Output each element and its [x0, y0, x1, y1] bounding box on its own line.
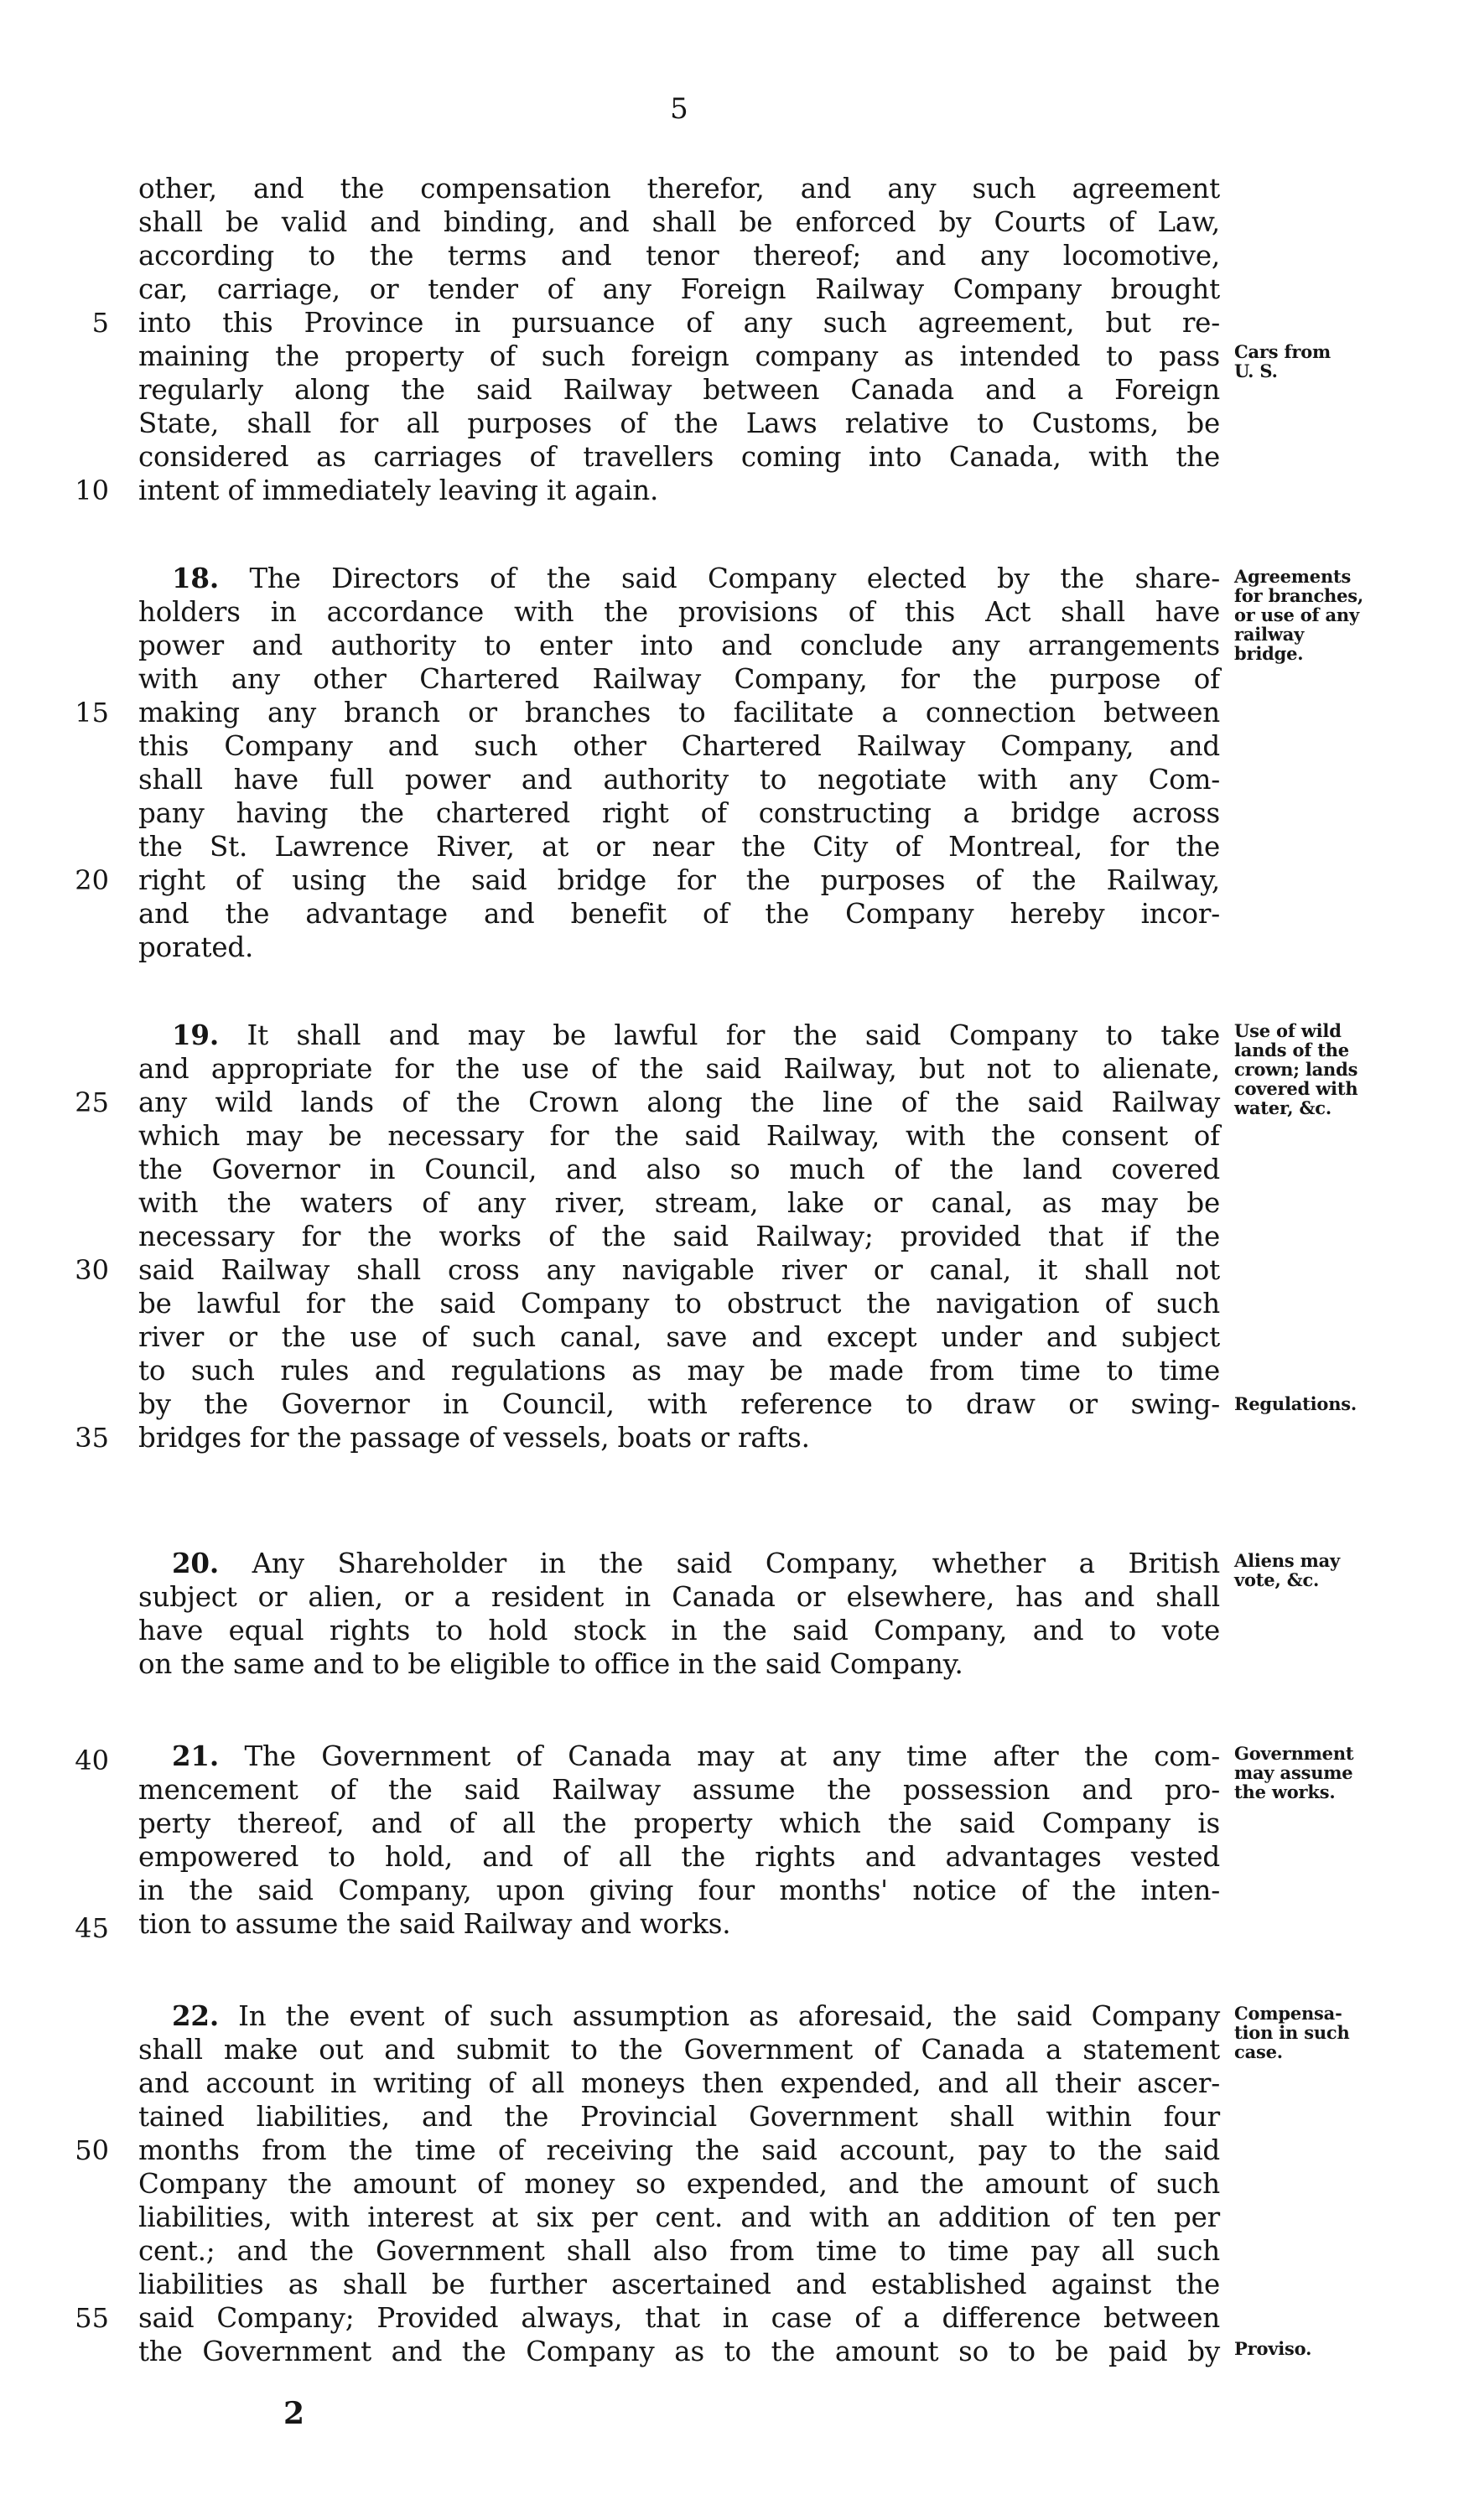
margin-note: vote, &c.	[1234, 1569, 1320, 1590]
text-line: empowered to hold, and of all the rights and advantages vested	[138, 1841, 1220, 1873]
text-line: said Company; Provided always, that in case of a difference between	[138, 2302, 1220, 2334]
page-number: 5	[670, 92, 688, 126]
margin-note: lands of the	[1234, 1040, 1349, 1060]
text-line: tained liabilities, and the Provincial Government shall within four	[138, 2101, 1220, 2133]
text-line: in the said Company, upon giving four months' notice of the inten-	[138, 1874, 1220, 1906]
margin-note: Regulations.	[1234, 1393, 1357, 1414]
text-line: liabilities, with interest at six per cent. and with an addition of ten per	[138, 2201, 1220, 2233]
text-line: subject or alien, or a resident in Canada or elsewhere, has and shall	[138, 1581, 1220, 1613]
line-number: 45	[75, 1912, 109, 1944]
line-number: 50	[75, 2134, 109, 2166]
section-number: 22.	[172, 1999, 219, 2032]
text-line: necessary for the works of the said Railway; provided that if the	[138, 1221, 1220, 1252]
text-line: shall be valid and binding, and shall be enforced by Courts of Law,	[138, 206, 1220, 238]
text-line: by the Governor in Council, with reference to draw or swing-	[138, 1388, 1220, 1420]
line-number: 55	[75, 2302, 109, 2334]
section-number: 20.	[172, 1547, 219, 1579]
text-line: with the waters of any river, stream, lake or canal, as may be	[138, 1187, 1220, 1219]
margin-note: Compensa-	[1234, 2003, 1342, 2024]
line-number: 15	[75, 697, 109, 729]
text-line: shall make out and submit to the Government of Canada a statement	[138, 2034, 1220, 2066]
margin-note: the works.	[1234, 1781, 1336, 1802]
margin-note: Cars from	[1234, 341, 1331, 362]
text-line: the Governor in Council, and also so much of the land covered	[138, 1154, 1220, 1185]
text-line: tion to assume the said Railway and works.	[138, 1908, 731, 1940]
text-line: this Company and such other Chartered Railway Company, and	[138, 730, 1220, 762]
text-line: be lawful for the said Company to obstruct the navigation of such	[138, 1288, 1220, 1320]
text-line: into this Province in pursuance of any such agreement, but re-	[138, 307, 1220, 339]
text-line: bridges for the passage of vessels, boats or rafts.	[138, 1422, 810, 1454]
text-line: liabilities as shall be further ascertained and established against the	[138, 2269, 1220, 2300]
text-line: making any branch or branches to facilitate a connection between	[138, 697, 1220, 729]
text-line: power and authority to enter into and conclude any arrangements	[138, 630, 1220, 661]
text-line: 18. The Directors of the said Company elected by the share-	[172, 562, 1220, 594]
text-line: regularly along the said Railway between Canada and a Foreign	[138, 374, 1220, 406]
line-number: 30	[75, 1254, 109, 1286]
text-line: pany having the chartered right of constructing a bridge across	[138, 797, 1220, 829]
margin-note: water, &c.	[1234, 1097, 1331, 1118]
text-line: holders in accordance with the provisions of this Act shall have	[138, 596, 1220, 628]
signature-mark: 2	[283, 2396, 305, 2431]
text-line: cent.; and the Government shall also from time to time pay all such	[138, 2235, 1220, 2267]
text-line: which may be necessary for the said Railway, with the consent of	[138, 1120, 1220, 1152]
text-line: 19. It shall and may be lawful for the said Company to take	[172, 1019, 1220, 1051]
section-number: 18.	[172, 562, 219, 594]
text-line: and the advantage and benefit of the Company hereby incor-	[138, 898, 1220, 930]
line-number: 35	[75, 1422, 109, 1454]
margin-note: Proviso.	[1234, 2338, 1312, 2359]
margin-note: tion in such	[1234, 2022, 1350, 2043]
text-line: porated.	[138, 931, 254, 963]
text-line: mencement of the said Railway assume the possession and pro-	[138, 1774, 1220, 1806]
text-line: months from the time of receiving the said account, pay to the said	[138, 2134, 1220, 2166]
margin-note: covered with	[1234, 1078, 1358, 1099]
margin-note: crown; lands	[1234, 1059, 1358, 1080]
text-line: 22. In the event of such assumption as aforesaid, the said Company	[172, 1999, 1220, 2032]
text-line: maining the property of such foreign company as intended to pass	[138, 340, 1220, 372]
line-number: 10	[75, 474, 109, 506]
margin-note: railway	[1234, 624, 1305, 645]
text-line: to such rules and regulations as may be made from time to time	[138, 1355, 1220, 1387]
text-line: according to the terms and tenor thereof; and any locomotive,	[138, 240, 1220, 272]
line-number: 40	[75, 1745, 109, 1776]
text-line: on the same and to be eligible to office in the said Company.	[138, 1648, 963, 1680]
text-line: Company the amount of money so expended, and the amount of such	[138, 2168, 1220, 2200]
margin-note: U. S.	[1234, 360, 1278, 381]
text-line: and appropriate for the use of the said Railway, but not to alienate,	[138, 1053, 1220, 1085]
margin-note: Aliens may	[1234, 1550, 1341, 1571]
text-line: car, carriage, or tender of any Foreign Railway Company brought	[138, 273, 1220, 305]
margin-note: bridge.	[1234, 643, 1304, 664]
text-line: perty thereof, and of all the property which the said Company is	[138, 1807, 1220, 1839]
margin-note: Agreements	[1234, 566, 1352, 587]
text-line: with any other Chartered Railway Company, for the purpose of	[138, 663, 1220, 695]
text-line: shall have full power and authority to negotiate with any Com-	[138, 764, 1220, 796]
text-line: any wild lands of the Crown along the line of the said Railway	[138, 1086, 1220, 1118]
margin-note: for branches,	[1234, 585, 1363, 606]
text-line: the Government and the Company as to the amount so to be paid by	[138, 2336, 1220, 2367]
margin-note: Use of wild	[1234, 1020, 1342, 1041]
margin-note: or use of any	[1234, 604, 1359, 625]
text-line: and account in writing of all moneys then expended, and all their ascer-	[138, 2067, 1220, 2099]
text-line: other, and the compensation therefor, and any such agreement	[138, 173, 1220, 205]
text-line: State, shall for all purposes of the Laws relative to Customs, be	[138, 407, 1220, 439]
line-number: 5	[91, 307, 109, 339]
line-number: 25	[75, 1086, 109, 1118]
margin-note: case.	[1234, 2041, 1283, 2062]
text-line: the St. Lawrence River, at or near the City of Montreal, for the	[138, 831, 1220, 863]
text-line: said Railway shall cross any navigable river or canal, it shall not	[138, 1254, 1220, 1286]
text-line: right of using the said bridge for the purposes of the Railway,	[138, 864, 1220, 896]
section-number: 21.	[172, 1740, 219, 1772]
text-line: 20. Any Shareholder in the said Company, whether a British	[172, 1547, 1220, 1579]
margin-note: Government	[1234, 1743, 1354, 1764]
section-number: 19.	[172, 1019, 219, 1051]
text-line: considered as carriages of travellers coming into Canada, with the	[138, 441, 1220, 473]
line-number: 20	[75, 864, 109, 896]
margin-note: may assume	[1234, 1762, 1353, 1783]
text-line: intent of immediately leaving it again.	[138, 474, 659, 506]
text-line: 21. The Government of Canada may at any time after the com-	[172, 1740, 1220, 1772]
text-line: river or the use of such canal, save and except under and subject	[138, 1321, 1220, 1353]
text-line: have equal rights to hold stock in the said Company, and to vote	[138, 1615, 1220, 1646]
